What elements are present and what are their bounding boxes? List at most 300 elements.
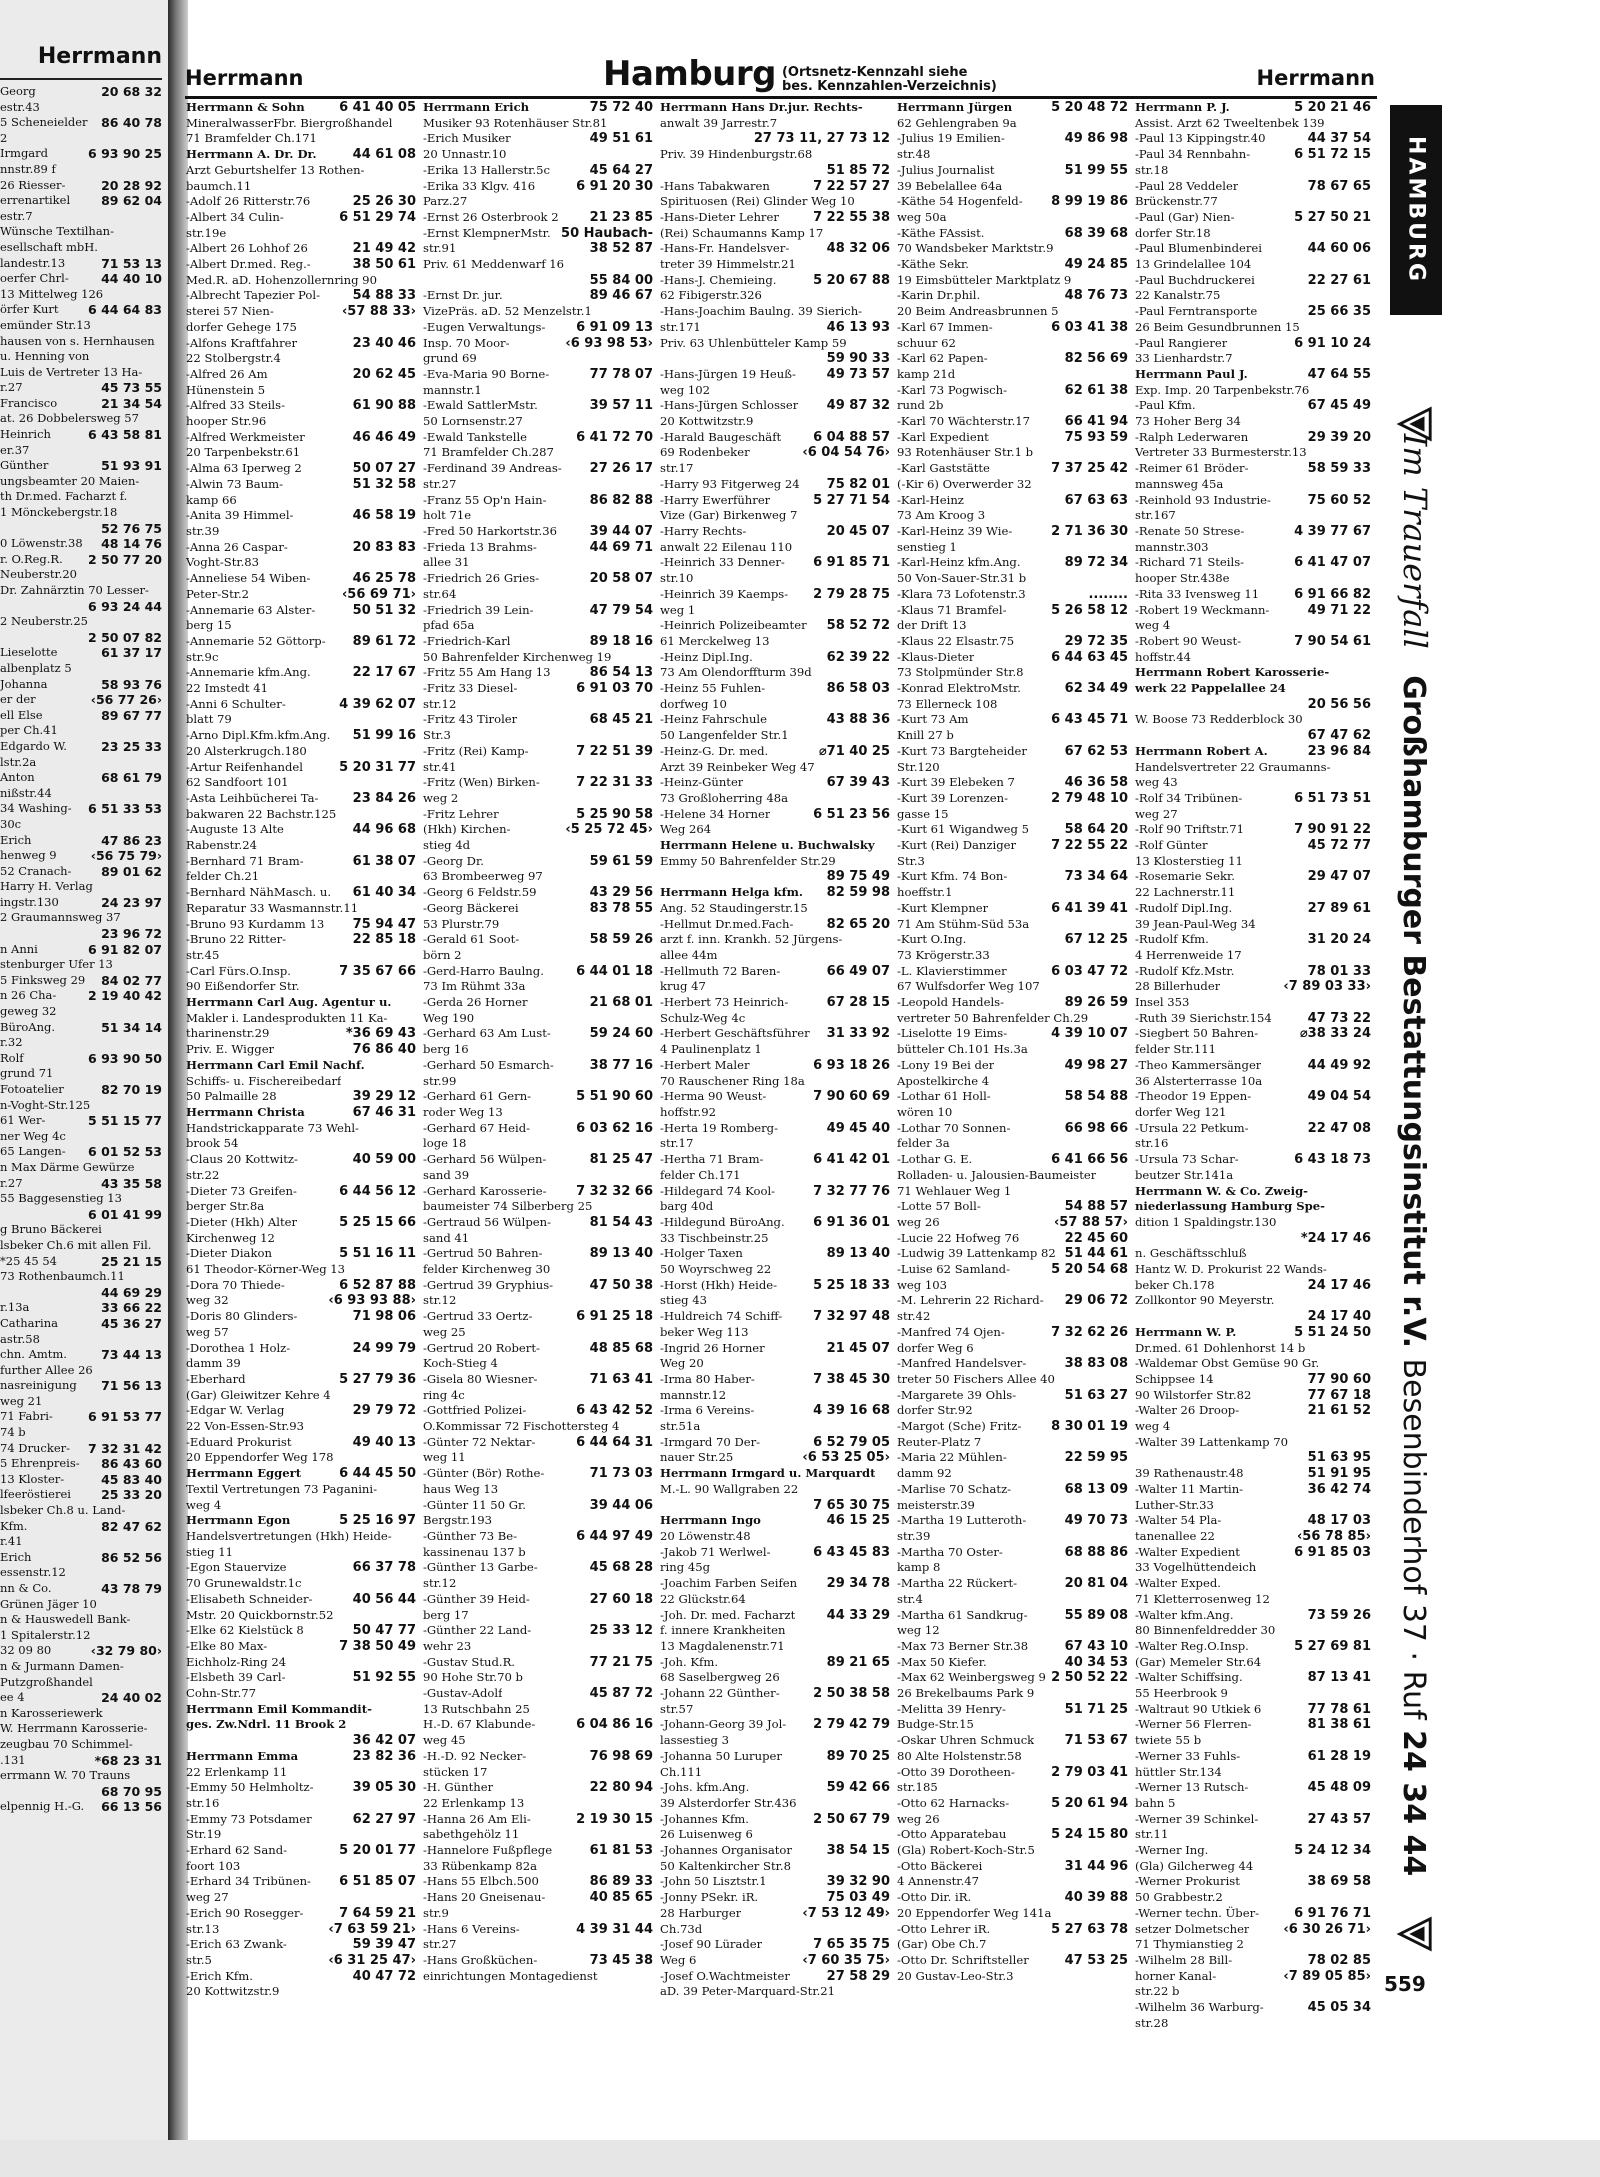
directory-entry	[660, 257, 890, 273]
entry-text: Insel 353	[1135, 995, 1190, 1010]
entry-phone-number: 48 76 73	[1064, 288, 1128, 304]
entry-phone-number: 51 91 95	[1307, 1466, 1371, 1482]
directory-entry	[186, 712, 416, 728]
directory-entry	[660, 1466, 890, 1482]
entry-text: str.51a	[660, 1419, 701, 1434]
directory-entry	[1135, 100, 1371, 116]
entry-phone-number: 21 45 07	[826, 1340, 890, 1356]
entry-phone-number: 7 35 67 66	[339, 963, 416, 979]
entry-phone-number: 71 63 41	[589, 1371, 653, 1387]
entry-text: Rabenstr.24	[186, 838, 257, 853]
entry-text: -Alfred 33 Steils-	[186, 398, 285, 413]
directory-entry	[1135, 1953, 1371, 1969]
directory-entry	[1135, 2016, 1371, 2032]
directory-entry	[1135, 1670, 1371, 1686]
entry-text: weg 32	[186, 1293, 229, 1308]
entry-text: str.4	[897, 1591, 923, 1606]
directory-entry	[660, 336, 890, 352]
entry-text: -Edgar W. Verlag	[186, 1403, 285, 1418]
directory-entry	[897, 901, 1128, 917]
directory-entry	[186, 445, 416, 461]
directory-entry	[897, 1765, 1128, 1781]
entry-text: -Günther 39 Heid-	[423, 1591, 530, 1606]
entry-text: rund 2b	[897, 398, 944, 413]
directory-entry	[897, 728, 1128, 744]
directory-entry	[186, 414, 416, 430]
left-page-entry	[0, 1441, 162, 1457]
entry-text: weg 4	[1135, 618, 1171, 633]
left-entry-phone-number: 23 25 33	[101, 738, 162, 754]
directory-entry	[897, 1639, 1128, 1655]
directory-entry	[660, 304, 890, 320]
entry-text: -Paul Buchdruckerei	[1135, 272, 1255, 287]
entry-phone-number: 25 33 12	[589, 1623, 653, 1639]
entry-phone-number: 44 37 54	[1307, 131, 1371, 147]
directory-entry	[423, 1026, 653, 1042]
entry-text: W. Boose 73 Redderblock 30	[1135, 712, 1303, 727]
left-entry-text: r.27	[0, 380, 23, 395]
left-page-entry	[0, 879, 162, 895]
directory-entry	[897, 100, 1128, 116]
directory-entry	[660, 1906, 890, 1922]
directory-entry	[660, 1655, 890, 1671]
left-entry-text: hausen von s. Hernhausen	[0, 333, 155, 348]
left-page-entry	[0, 1300, 162, 1316]
directory-entry	[423, 477, 653, 493]
directory-entry	[897, 1874, 1128, 1890]
entry-phone-number: 67 46 31	[352, 1105, 416, 1120]
entry-text: -Paul Ferntransporte	[1135, 304, 1258, 319]
directory-entry	[186, 1325, 416, 1341]
directory-entry	[1135, 979, 1371, 995]
directory-entry	[660, 1498, 890, 1514]
entry-text: -Johann-Georg 39 Jol-	[660, 1717, 787, 1732]
directory-entry	[423, 634, 653, 650]
entry-text: -Joachim Farben Seifen	[660, 1576, 798, 1591]
directory-entry	[186, 822, 416, 838]
page-header	[185, 52, 1375, 96]
entry-text: str.167	[1135, 508, 1176, 523]
directory-entry	[423, 1403, 653, 1419]
directory-entry	[423, 1498, 653, 1514]
entry-text: Herrmann Jürgen	[897, 100, 1013, 114]
left-entry-text: albenplatz 5	[0, 660, 72, 675]
directory-entry	[186, 665, 416, 681]
entry-text: -Hellmuth 72 Baren-	[660, 963, 781, 978]
directory-entry	[186, 1466, 416, 1482]
left-entry-text: Erich	[0, 1549, 32, 1564]
entry-text: Herrmann W. P.	[1135, 1324, 1237, 1339]
entry-text: Exp. Imp. 20 Tarpenbekstr.76	[1135, 382, 1310, 397]
left-entry-phone-number: 2 50 77 20	[88, 551, 162, 567]
entry-text: (Gar) Obe Ch.7	[897, 1937, 987, 1952]
entry-text: -Martha 19 Lutteroth-	[897, 1513, 1027, 1528]
directory-entry	[423, 1796, 653, 1812]
left-page-entry	[0, 552, 162, 568]
entry-text: gasse 15	[897, 806, 949, 821]
directory-entry	[423, 1513, 653, 1529]
entry-phone-number: 76 98 69	[589, 1748, 653, 1764]
left-page-entry	[0, 1269, 162, 1285]
entry-text: 33 Lienhardstr.7	[1135, 351, 1233, 366]
directory-entry	[423, 697, 653, 713]
entry-text: -Alfons Kraftfahrer	[186, 335, 298, 350]
directory-entry	[660, 885, 890, 901]
directory-entry	[660, 540, 890, 556]
entry-text: -Paul 28 Veddeler	[1135, 178, 1239, 193]
left-entry-text: 26 Riesser-	[0, 177, 66, 192]
left-entry-text: 61 Wer-	[0, 1113, 46, 1128]
entry-phone-number: 6 44 01 18	[576, 963, 653, 979]
entry-phone-number: 58 59 33	[1307, 461, 1371, 477]
entry-text: -Ewald Tankstelle	[423, 429, 528, 444]
entry-phone-number: 46 13 93	[826, 319, 890, 335]
entry-text: haus Weg 13	[423, 1481, 499, 1496]
directory-entry	[660, 728, 890, 744]
entry-text: felder Ch.171	[660, 1167, 741, 1182]
directory-entry	[660, 1482, 890, 1498]
left-page-entry	[0, 1550, 162, 1566]
directory-entry	[1135, 288, 1371, 304]
entry-phone-number: 27 73 11, 27 73 12	[753, 131, 890, 147]
entry-phone-number: 75 93 59	[1064, 429, 1128, 445]
directory-entry	[660, 414, 890, 430]
left-page-entry	[0, 521, 162, 537]
directory-entry	[660, 1199, 890, 1215]
entry-text: -Egon Stauervize	[186, 1560, 287, 1575]
entry-text: -Erika 13 Hallerstr.5c	[423, 162, 550, 177]
entry-phone-number: 81 38 61	[1307, 1717, 1371, 1733]
left-entry-text: Grünen Jäger 10	[0, 1596, 97, 1611]
directory-entry	[897, 524, 1128, 540]
ge-triangle-emblem-icon	[1396, 1915, 1434, 1953]
entry-phone-number: 61 38 07	[352, 853, 416, 869]
entry-phone-number: 46 36 58	[1064, 775, 1128, 791]
entry-text: 20 Löwenstr.48	[660, 1528, 751, 1543]
entry-phone-number: 55 89 08	[1064, 1607, 1128, 1623]
entry-text: Schulz-Weg 4c	[660, 1010, 746, 1025]
directory-entry	[423, 1733, 653, 1749]
left-entry-phone-number: 86 52 56	[101, 1549, 162, 1565]
entry-text: Str.120	[897, 759, 940, 774]
directory-entry	[423, 587, 653, 603]
directory-entry	[186, 650, 416, 666]
entry-phone-number: 4 39 31 44	[576, 1921, 653, 1937]
entry-phone-number: 7 22 55 38	[813, 209, 890, 225]
directory-entry	[897, 712, 1128, 728]
directory-entry	[186, 1246, 416, 1262]
entry-phone-number: 45 48 09	[1307, 1780, 1371, 1796]
entry-text: pfad 65a	[423, 618, 475, 633]
entry-text: 20 Tarpenbekstr.61	[186, 445, 301, 460]
entry-text: -Horst (Hkh) Heide-	[660, 1277, 778, 1292]
directory-entry	[423, 760, 653, 776]
directory-entry	[186, 1215, 416, 1231]
entry-text: -Marlise 70 Schatz-	[897, 1481, 1012, 1496]
entry-text: weg 45	[423, 1733, 466, 1748]
entry-text: -Käthe 54 Hogenfeld-	[897, 194, 1023, 209]
left-entry-text: astr.58	[0, 1331, 40, 1346]
entry-text: weg 1	[660, 602, 696, 617]
entry-text: (Gla) Gilcherweg 44	[1135, 1858, 1254, 1873]
entry-text: -Albert 34 Culin-	[186, 209, 284, 224]
entry-text: werk 22 Pappelallee 24	[1135, 681, 1286, 696]
directory-entry	[897, 1262, 1128, 1278]
left-entry-text: per Ch.41	[0, 723, 58, 738]
left-page-entry	[0, 817, 162, 833]
entry-phone-number: 46 25 78	[352, 571, 416, 587]
entry-text: sterei 57 Nien-	[186, 304, 274, 319]
directory-entry	[186, 744, 416, 760]
directory-entry	[897, 1419, 1128, 1435]
directory-entry	[423, 383, 653, 399]
directory-entry	[897, 1576, 1128, 1592]
entry-phone-number: 4 39 77 67	[1294, 523, 1371, 539]
entry-text: 26 Luisenweg 6	[660, 1827, 753, 1842]
directory-entry	[423, 1262, 653, 1278]
entry-text: -Ludwig 39 Lattenkamp 82	[897, 1246, 1056, 1261]
left-page-entry	[0, 677, 162, 693]
entry-text: senstieg 1	[897, 539, 957, 554]
entry-phone-number: 5 27 63 78	[1051, 1921, 1128, 1937]
left-entry-phone-number: 5 51 15 77	[88, 1113, 162, 1129]
entry-phone-number: 67 12 25	[1064, 932, 1128, 948]
directory-entry	[660, 1529, 890, 1545]
left-page-entry	[0, 1113, 162, 1129]
entry-text: Eichholz-Ring 24	[186, 1654, 287, 1669]
directory-entry	[1135, 1592, 1371, 1608]
left-entry-text: Edgardo W.	[0, 738, 67, 753]
entry-text: -Erich 63 Zwank-	[186, 1937, 287, 1952]
entry-phone-number: 49 40 13	[352, 1434, 416, 1450]
entry-phone-number: 31 44 96	[1064, 1858, 1128, 1874]
entry-text: -Georg Bäckerei	[423, 900, 519, 915]
entry-text: 61 Theodor-Körner-Weg 13	[186, 1262, 346, 1277]
directory-entry	[1135, 210, 1371, 226]
directory-entry	[897, 1184, 1128, 1200]
directory-entry	[897, 493, 1128, 509]
directory-entry	[1135, 791, 1371, 807]
directory-entry	[660, 1576, 890, 1592]
left-page-entry	[0, 334, 162, 350]
directory-entry	[897, 1121, 1128, 1137]
entry-text: str.171	[660, 319, 701, 334]
left-page-entry	[0, 1643, 162, 1659]
directory-entry	[660, 1623, 890, 1639]
entry-phone-number: 51 63 95	[1307, 1450, 1371, 1466]
entry-phone-number: 5 25 18 33	[813, 1277, 890, 1293]
directory-entry	[423, 603, 653, 619]
left-entry-text: r.41	[0, 1534, 23, 1549]
entry-text: Str.3	[897, 853, 925, 868]
directory-entry	[423, 493, 653, 509]
entry-text: 93 Rotenhäuser Str.1 b	[897, 445, 1034, 460]
entry-text: -Lony 19 Bei der	[897, 1057, 995, 1072]
entry-text: f. innere Krankheiten	[660, 1623, 786, 1638]
entry-phone-number: 7 32 77 76	[813, 1183, 890, 1199]
entry-phone-number: 40 39 88	[1064, 1890, 1128, 1906]
left-entry-text: örfer Kurt	[0, 302, 59, 317]
directory-entry	[1135, 1152, 1371, 1168]
entry-phone-number: 4 39 16 68	[813, 1403, 890, 1419]
directory-entry	[660, 1262, 890, 1278]
directory-entry	[423, 1450, 653, 1466]
directory-entry	[423, 1466, 653, 1482]
entry-phone-number: 2 79 48 10	[1051, 790, 1128, 806]
entry-text: -Alfred Werkmeister	[186, 429, 305, 444]
entry-phone-number: *36 69 43	[345, 1026, 416, 1042]
entry-phone-number: 45 68 28	[589, 1560, 653, 1576]
entry-phone-number: 89 26 59	[1064, 995, 1128, 1011]
left-page-entry	[0, 1051, 162, 1067]
entry-text: -Hans-Jürgen Schlosser	[660, 398, 799, 413]
directory-entry	[186, 838, 416, 854]
entry-text: -Bernhard NähMasch. u.	[186, 885, 332, 900]
entry-phone-number: 8 99 19 86	[1051, 194, 1128, 210]
left-entry-phone-number: 6 93 90 50	[88, 1050, 162, 1066]
entry-phone-number: 62 27 97	[352, 1811, 416, 1827]
directory-entry	[1135, 1576, 1371, 1592]
entry-phone-number: 6 41 40 05	[339, 100, 416, 115]
entry-text: Herrmann Erich	[423, 100, 530, 114]
directory-entry	[186, 116, 416, 132]
entry-phone-number: 6 03 41 38	[1051, 319, 1128, 335]
entry-text: Arzt Geburtshelfer 13 Rothen-	[186, 162, 365, 177]
entry-text: loge 18	[423, 1136, 467, 1151]
entry-text: 53 Plurstr.79	[423, 916, 500, 931]
entry-text: -Anna 26 Caspar-	[186, 539, 288, 554]
directory-entry	[660, 351, 890, 367]
entry-phone-number: 6 04 86 16	[576, 1717, 653, 1733]
entry-text: Herrmann P. J.	[1135, 100, 1230, 114]
directory-entry	[660, 1105, 890, 1121]
left-entry-text: 5 Finksweg 29	[0, 972, 86, 987]
directory-entry	[186, 791, 416, 807]
entry-text: -Franz 55 Op'n Hain-	[423, 492, 547, 507]
directory-entry	[897, 791, 1128, 807]
left-entry-text: Georg	[0, 84, 36, 98]
directory-entry	[897, 854, 1128, 870]
directory-entry	[1135, 1498, 1371, 1514]
entry-text: 13 Magdalenenstr.71	[660, 1638, 785, 1653]
entry-phone-number: 7 22 55 22	[1051, 838, 1128, 854]
directory-entry	[423, 1246, 653, 1262]
entry-phone-number: 51 99 16	[352, 728, 416, 744]
entry-text: 33 Tischbeinstr.25	[660, 1230, 769, 1245]
directory-entry	[660, 367, 890, 383]
entry-text: 73 Krögerstr.33	[897, 947, 990, 962]
directory-entry	[1135, 1105, 1371, 1121]
entry-phone-number: 47 73 22	[1307, 1010, 1371, 1026]
left-page-entry	[0, 864, 162, 880]
entry-phone-number: 27 43 57	[1307, 1811, 1371, 1827]
left-page-entry	[0, 630, 162, 646]
entry-text: -Walter Reg.O.Insp.	[1135, 1638, 1249, 1653]
left-page-entry	[0, 115, 162, 131]
entry-text: -Käthe Sekr.	[897, 257, 969, 272]
entry-text: -Johannes Organisator	[660, 1843, 792, 1858]
left-entry-phone-number: 61 37 17	[101, 645, 162, 661]
entry-text: 22 Lachnerstr.11	[1135, 885, 1236, 900]
entry-text: str.39	[897, 1528, 931, 1543]
entry-phone-number: 47 64 55	[1307, 366, 1371, 382]
entry-text: -Eugen Verwaltungs-	[423, 319, 546, 334]
directory-entry	[423, 131, 653, 147]
directory-entry	[660, 477, 890, 493]
entry-phone-number: 5 27 71 54	[813, 492, 890, 508]
listing-column-3	[660, 100, 890, 2080]
directory-entry	[186, 540, 416, 556]
directory-entry	[1135, 1231, 1371, 1247]
directory-entry	[660, 1859, 890, 1875]
entry-phone-number: 6 52 79 05	[813, 1434, 890, 1450]
directory-entry	[1135, 728, 1371, 744]
directory-entry	[1135, 1168, 1371, 1184]
header-right-name: Herrmann	[1256, 66, 1375, 90]
directory-entry	[897, 1293, 1128, 1309]
entry-text: 28 Billerhuder	[1135, 979, 1221, 994]
entry-text: 39 Alsterdorfer Str.436	[660, 1795, 797, 1810]
left-page-entry	[0, 380, 162, 396]
entry-text: Ch.73d	[660, 1921, 703, 1936]
entry-phone-number: 75 03 49	[826, 1890, 890, 1906]
entry-text: 67 Wulfsdorfer Weg 107	[897, 979, 1040, 994]
entry-phone-number: 89 70 25	[826, 1748, 890, 1764]
entry-text: Herrmann Christa	[186, 1105, 305, 1119]
entry-text: -Friedrich 39 Lein-	[423, 602, 534, 617]
entry-phone-number: 7 38 45 30	[813, 1371, 890, 1387]
entry-text: baumeister 74 Silberberg 25	[423, 1199, 593, 1214]
directory-entry	[423, 1953, 653, 1969]
directory-entry	[423, 1482, 653, 1498]
entry-phone-number: 45 87 72	[589, 1686, 653, 1702]
entry-text: niederlassung Hamburg Spe-	[1135, 1199, 1325, 1214]
left-entry-phone-number: ‹56 75 79›	[90, 848, 162, 864]
directory-entry	[423, 1168, 653, 1184]
entry-phone-number: 61 81 53	[589, 1843, 653, 1859]
directory-entry	[423, 1184, 653, 1200]
directory-entry	[1135, 1215, 1371, 1231]
directory-entry	[1135, 775, 1371, 791]
directory-entry	[1135, 493, 1371, 509]
directory-entry	[423, 791, 653, 807]
entry-text: beker Weg 113	[660, 1324, 749, 1339]
left-page-entry	[0, 1332, 162, 1348]
entry-text: 13 Grindelallee 104	[1135, 257, 1252, 272]
left-entry-text: Irmgard	[0, 146, 49, 161]
directory-entry	[660, 1450, 890, 1466]
entry-phone-number: 49 73 57	[826, 366, 890, 382]
left-page-entry	[0, 1004, 162, 1020]
directory-entry	[897, 775, 1128, 791]
entry-text: -Dorothea 1 Holz-	[186, 1340, 291, 1355]
left-entry-phone-number: 25 33 20	[101, 1487, 162, 1503]
directory-entry	[186, 1890, 416, 1906]
directory-entry	[186, 948, 416, 964]
entry-phone-number: 22 85 18	[352, 932, 416, 948]
entry-text: sand 39	[423, 1167, 470, 1182]
left-entry-text: Rolf	[0, 1050, 24, 1065]
entry-text: grund 69	[423, 351, 477, 366]
left-entry-phone-number: 20 28 92	[101, 177, 162, 193]
directory-entry	[423, 1325, 653, 1341]
entry-text: str.9c	[186, 649, 219, 664]
directory-entry	[186, 304, 416, 320]
left-entry-text: r. O.Reg.R.	[0, 551, 63, 566]
left-page-entry	[0, 1612, 162, 1628]
entry-phone-number: ‹6 30 26 71›	[1283, 1921, 1371, 1937]
entry-text: -Erich Musiker	[423, 131, 511, 146]
